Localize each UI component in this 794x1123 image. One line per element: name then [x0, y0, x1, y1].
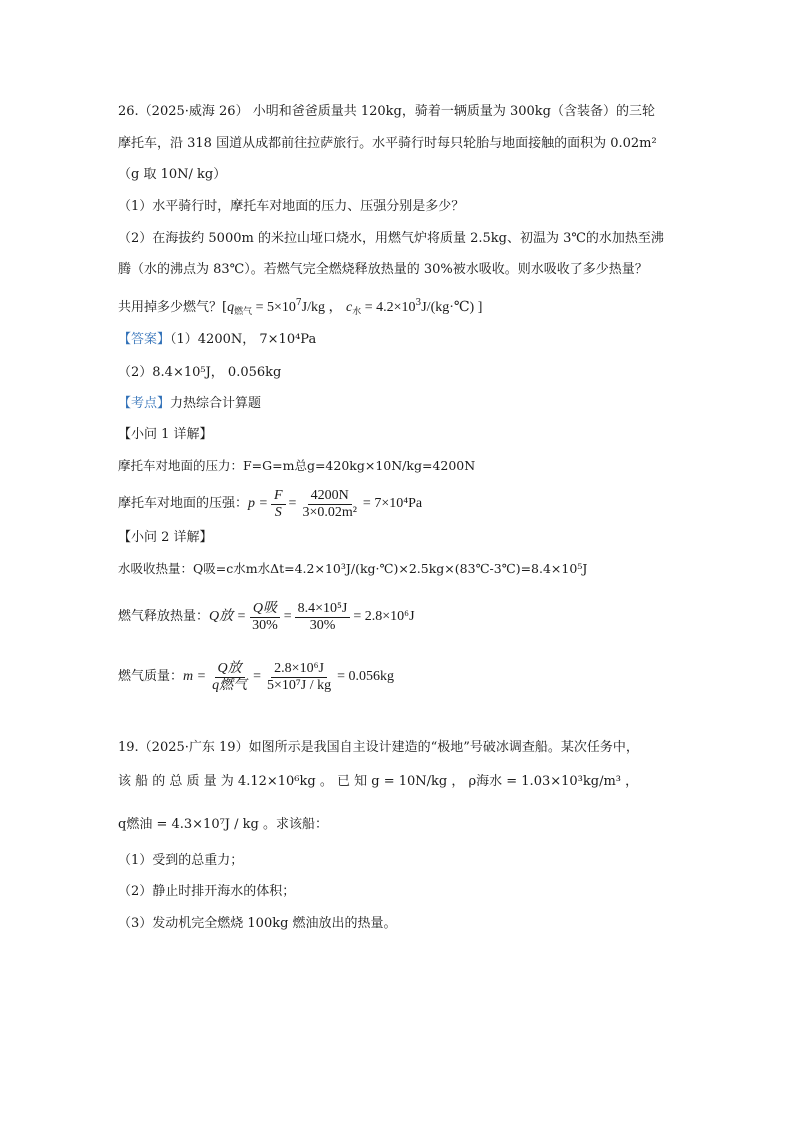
qr-frac1: [249, 601, 281, 634]
c-value: = 4.2×10: [361, 300, 416, 315]
m-frac2: [264, 661, 334, 694]
gas-release-formula: [118, 597, 415, 637]
answer-line1: [118, 331, 316, 349]
q19-item3: （3）发动机完全燃烧 100kg 燃油放出的热量。: [118, 916, 397, 931]
m-lhs: m =: [183, 669, 207, 684]
m-den1: q燃气: [212, 677, 248, 693]
m-num2: 2.8×10⁶J: [271, 661, 327, 678]
p-frac2: [299, 488, 359, 521]
kaodian-text: 力热综合计算题: [170, 396, 262, 411]
gas-mass-formula: [118, 657, 394, 697]
qr-num1: Q吸: [250, 601, 280, 618]
c-unit: J/(kg·℃) ]: [421, 300, 483, 315]
p-den1: S: [274, 504, 282, 520]
q26-line7: [118, 294, 482, 321]
qr-num2: 8.4×10⁵J: [295, 601, 351, 618]
q26-line2: 摩托车，沿 318 国道从成都前往拉萨旅行。水平骑行时每只轮胎与地面接触的面积为 0.02m²: [118, 136, 657, 151]
kaodian-tag: 【考点】: [118, 396, 171, 411]
p-eq: =: [288, 496, 297, 511]
p-den2: 3×0.02m²: [302, 504, 357, 520]
c-symbol: c: [342, 300, 353, 315]
c-subscript: 水: [352, 307, 362, 317]
qr-den1: 30%: [252, 617, 278, 633]
answer1: （1）4200N， 7×10⁴Pa: [170, 332, 317, 347]
m-frac1: [209, 661, 250, 694]
q26-line1: 26.（2025·威海 26） 小明和爸爸质量共 120kg，骑着一辆质量为 300kg（含装备）的三轮: [118, 104, 655, 119]
answer2: （2）8.4×10⁵J， 0.056kg: [118, 365, 282, 380]
gas-release-label: 燃气释放热量：: [118, 609, 210, 624]
qr-eq: =: [283, 609, 292, 624]
q19-line2: 该 船 的 总 质 量 为 4.12×10⁶kg 。 已 知 g = 10N/kg ， ρ海水 = 1.03×10³kg/m³ ，: [118, 774, 639, 789]
q19-line3: q燃油 = 4.3×10⁷J / kg 。求该船：: [118, 817, 328, 832]
q26-line7-prefix: 共用掉多少燃气？[: [118, 300, 228, 315]
q-unit: J/kg ，: [301, 300, 343, 315]
q26-line3: （g 取 10N/ kg）: [118, 167, 227, 182]
pressure-formula: [118, 484, 422, 524]
p-frac1: [271, 488, 286, 521]
water-heat: 水吸收热量：Q吸=c水m水Δt=4.2×10³J/(kg·℃)×2.5kg×(83℃-3℃)=8.4×10⁵J: [118, 561, 588, 576]
qr-lhs: Q放 =: [209, 609, 247, 624]
c-exponent: 3: [415, 298, 422, 308]
q-exponent: 7: [295, 298, 302, 308]
m-eq: =: [253, 669, 261, 684]
pressure-label: 摩托车对地面的压强：: [118, 496, 249, 511]
qr-den2: 30%: [309, 617, 336, 633]
q19-item1: （1）受到的总重力；: [118, 853, 244, 868]
q26-line5: （2）在海拔约 5000m 的米拉山垭口烧水，用燃气炉将质量 2.5kg、初温为 3℃的水加热至沸: [118, 231, 664, 246]
p-num2: 4200N: [308, 488, 352, 505]
q-value: = 5×10: [252, 300, 296, 315]
q26-line4: （1）水平骑行时，摩托车对地面的压力、压强分别是多少？: [118, 199, 465, 214]
sub1-title: 【小问 1 详解】: [118, 427, 213, 442]
kaodian-line: [118, 395, 261, 413]
answer-tag: 【答案】: [118, 332, 171, 347]
m-num1: Q放: [215, 661, 245, 678]
q19-line1: 19.（2025·广东 19）如图所示是我国自主设计建造的“极地”号破冰调查船。某次任务中，: [118, 740, 639, 755]
sub2-title: 【小问 2 详解】: [118, 530, 213, 545]
q-subscript: 燃气: [234, 307, 253, 317]
m-result: = 0.056kg: [337, 669, 395, 684]
qr-result: = 2.8×10⁶J: [353, 609, 415, 624]
p-result: = 7×10⁴Pa: [362, 496, 423, 511]
q19-item2: （2）静止时排开海水的体积；: [118, 884, 296, 899]
p-lhs: p =: [248, 496, 268, 511]
qr-frac2: [295, 601, 351, 634]
m-den2: 5×10⁷J / kg: [266, 677, 332, 693]
gas-mass-label: 燃气质量：: [118, 669, 184, 684]
q26-line6: 腾（水的沸点为 83℃）。若燃气完全燃烧释放热量的 30%被水吸收。则水吸收了多少热量？: [118, 262, 648, 277]
q-symbol: q: [227, 300, 235, 315]
pressure-force: 摩托车对地面的压力：F=G=m总g=420kg×10N/kg=4200N: [118, 458, 476, 473]
p-num1: F: [271, 488, 286, 505]
